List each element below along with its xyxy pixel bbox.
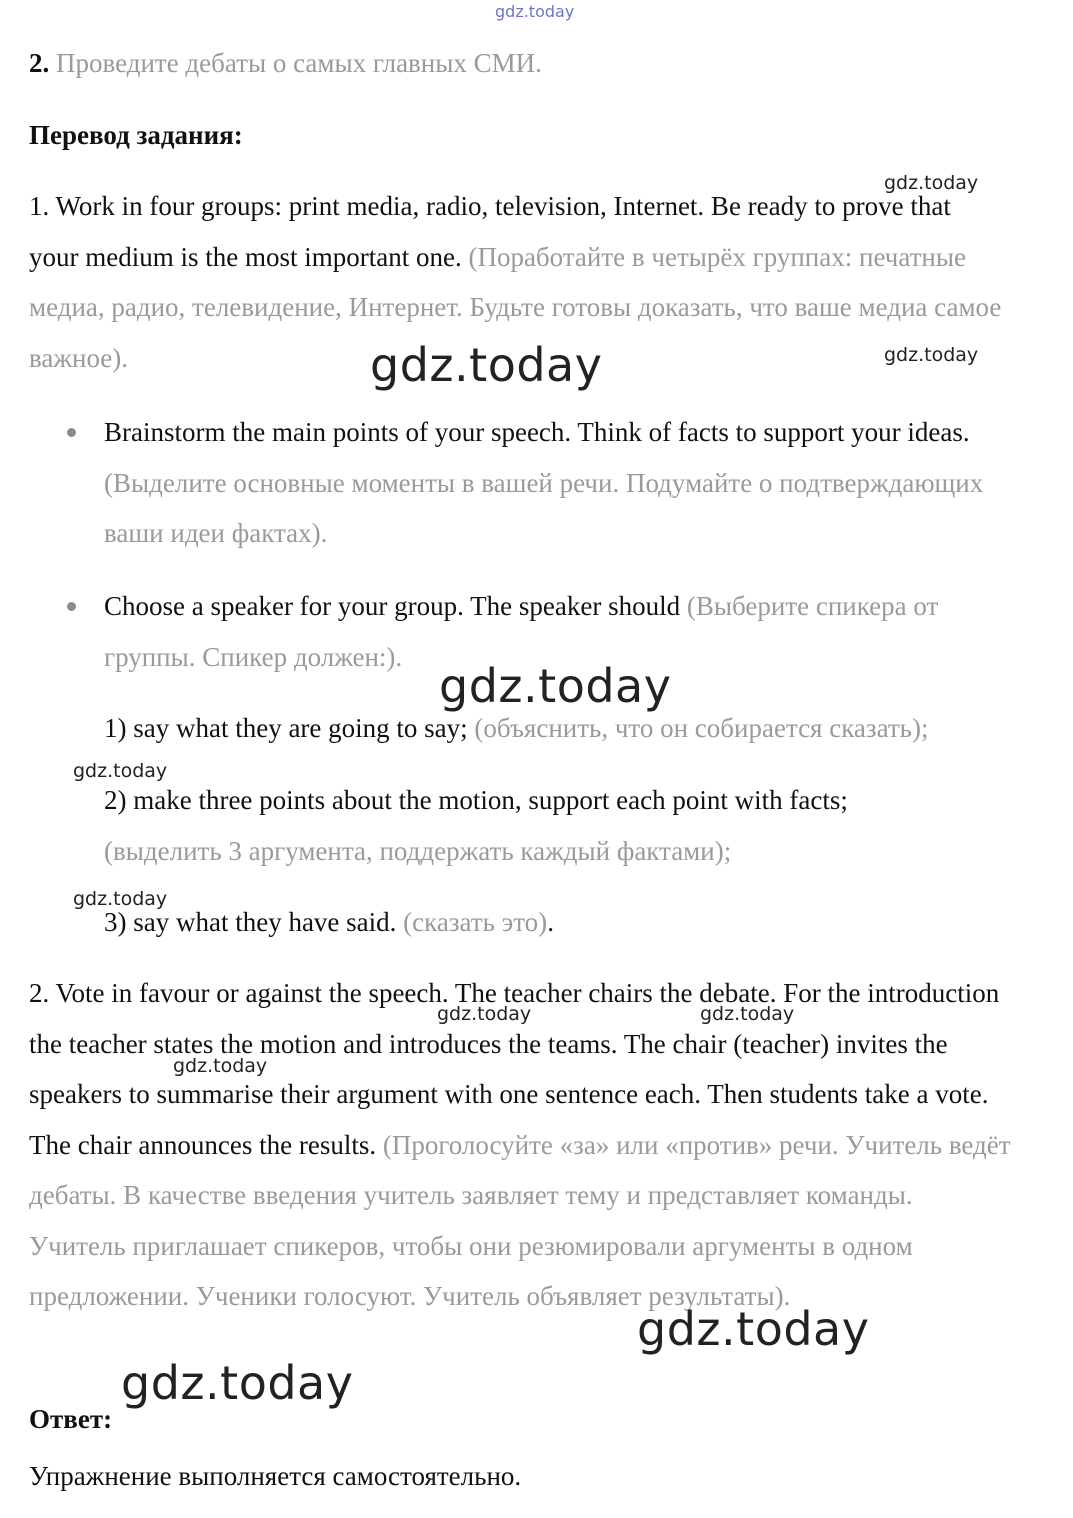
task-line [29,38,1029,89]
sub-item-1-russian: (объяснить, что он собирается сказать); [474,713,929,743]
task-title: Проведите дебаты о самых главных СМИ. [56,48,542,78]
sub-item-3 [104,897,1004,948]
watermark-text: gdz.today [637,1302,870,1356]
bullet-item-1 [104,407,994,559]
watermark-text: gdz.today [173,1055,268,1077]
sub-item-3-russian: (сказать это) [403,907,548,937]
bullet-2-english: Choose a speaker for your group. The speaker should [104,591,681,621]
sub-item-1-english: 1) say what they are going to say; [104,713,468,743]
watermark-text: gdz.today [121,1356,354,1410]
bullet-dot [67,602,76,611]
item-1-russian: (Поработайте в четырёх группах: печатные медиа, радио, телевидение, Интернет. Будьте готовы доказать, что ваше медиа самое важное). [29,241,1002,373]
sub-item-3-english: 3) say what they have said. [104,907,397,937]
watermark-text: gdz.today [884,344,979,366]
item-1-english: 1. Work in four groups: print media, radio, television, Internet. Be ready to prove that your medium is the most important one. [29,191,951,272]
bullet-dot [67,428,76,437]
bullet-1-russian: (Выделите основные моменты в вашей речи. Подумайте о подтверждающих ваши идеи фактах). [104,467,984,548]
sub-item-2 [104,775,964,876]
watermark-text: gdz.today [495,2,575,21]
sub-item-3-period: . [547,907,554,937]
watermark-text: gdz.today [439,659,672,713]
answer-heading: Ответ: [29,1404,113,1434]
translation-heading: Перевод задания: [29,120,243,150]
sub-item-2-russian: (выделить 3 аргумента, поддержать каждый фактами); [104,835,732,866]
item-2-english: 2. Vote in favour or against the speech. The teacher chairs the debate. For the introduction the teacher states the motion and introduces the teams. The chair (teacher) invites the speakers to summarise their argument with one sentence each. Then students take a vote. The chair announces the results. [29,978,1000,1160]
task-number: 2. [29,48,50,78]
watermark-text: gdz.today [700,1003,795,1025]
answer-text: Упражнение выполняется самостоятельно. [29,1461,522,1491]
watermark-text: gdz.today [370,338,603,392]
watermark-text: gdz.today [73,760,168,782]
watermark-text: gdz.today [437,1003,532,1025]
item-2-russian: (Проголосуйте «за» или «против» речи. Учитель ведёт дебаты. В качестве введения учитель заявляет тему и представляет команды. Учитель приглашает спикеров, чтобы они резюмировали аргументы в одном предложении. Ученики голосуют. Учитель объявляет результаты). [29,1129,1011,1311]
sub-item-2-english: 2) make three points about the motion, support each point with facts; [104,785,848,815]
watermark-text: gdz.today [73,888,168,910]
bullet-1-english: Brainstorm the main points of your speech. Think of facts to support your ideas. [104,417,970,447]
watermark-text: gdz.today [884,172,979,194]
bullet-2-russian: (Выберите спикера от группы. Спикер должен:). [104,591,939,672]
